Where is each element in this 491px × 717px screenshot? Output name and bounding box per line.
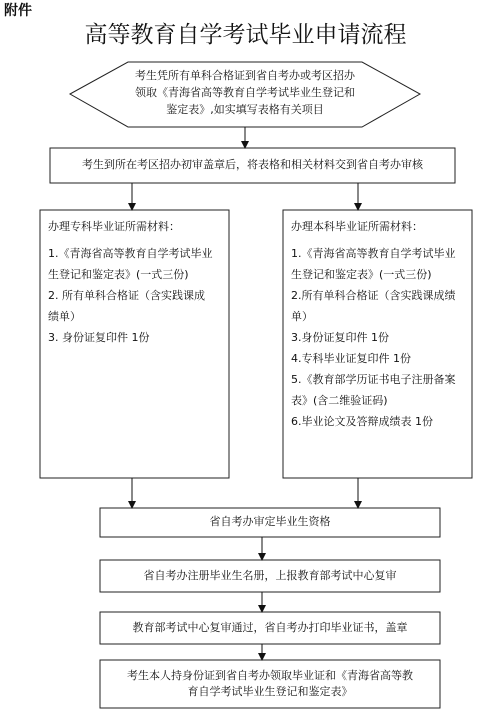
list-item: 1.《青海省高等教育自学考试毕业 xyxy=(291,247,456,260)
left-materials xyxy=(48,219,226,348)
start-hexagon-text xyxy=(112,67,378,118)
step2-text: 考生到所在考区招办初审盖章后，将表格和相关材料交到省自考办审核 xyxy=(82,158,423,171)
left-materials-heading: 办理专科毕业证所需材料： xyxy=(48,220,180,233)
list-item: 表》(含二维验证码) xyxy=(291,394,388,407)
list-item: 4.专科毕业证复印件 1份 xyxy=(291,352,411,365)
list-item: 生登记和鉴定表》(一式三份) xyxy=(48,268,189,281)
list-item: 生登记和鉴定表》(一式三份) xyxy=(291,268,432,281)
list-item: 5.《教育部学历证书电子注册备案 xyxy=(291,373,456,386)
step6-text xyxy=(100,668,440,700)
step5-text: 教育部考试中心复审通过，省自考办打印毕业证书，盖章 xyxy=(132,621,408,634)
step3-text: 省自考办审定毕业生资格 xyxy=(209,515,331,528)
step4-text: 省自考办注册毕业生名册，上报教育部考试中心复审 xyxy=(143,569,397,582)
list-item: 3.身份证复印件 1份 xyxy=(291,331,389,344)
list-item: 3. 身份证复印件 1份 xyxy=(48,331,150,344)
list-item: 2.所有单科合格证（含实践课成绩 xyxy=(291,289,456,302)
list-item: 1.《青海省高等教育自学考试毕业 xyxy=(48,247,213,260)
right-materials xyxy=(291,219,471,432)
hexagon-line: 领取《青海省高等教育自学考试毕业生登记和 xyxy=(135,86,355,99)
page-title: 高等教育自学考试毕业申请流程 xyxy=(84,22,407,48)
attachment-label: 附件 xyxy=(4,3,32,19)
step6-line: 考生本人持身份证到省自考办领取毕业证和《青海省高等教 xyxy=(127,669,413,682)
list-item: 6.毕业论文及答辩成绩表 1份 xyxy=(291,415,433,428)
hexagon-line: 鉴定表》,如实填写表格有关项目 xyxy=(166,103,324,116)
hexagon-line: 考生凭所有单科合格证到省自考办或考区招办 xyxy=(135,69,355,82)
list-item: 2. 所有单科合格证（含实践课成 xyxy=(48,289,205,302)
list-item: 单） xyxy=(291,310,313,323)
right-materials-heading: 办理本科毕业证所需材料： xyxy=(291,220,423,233)
step6-line: 育自学考试毕业生登记和鉴定表》 xyxy=(187,685,353,698)
list-item: 绩单） xyxy=(48,310,81,323)
